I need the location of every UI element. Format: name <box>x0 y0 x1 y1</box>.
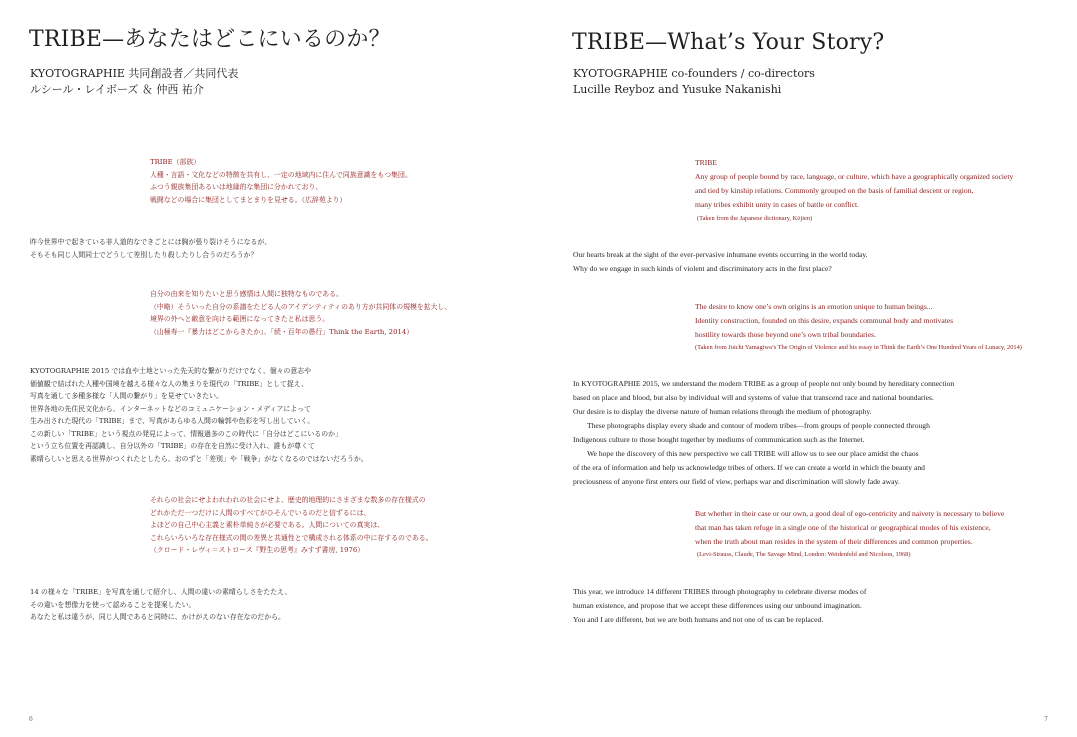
quote-block <box>695 156 1013 212</box>
quote-line: and tied by kinship relations. Commonly grouped on the basis of familial descent or region, <box>695 186 974 195</box>
body-line: Indigenous culture to those bought together by mediums of communication such as the Internet. <box>573 435 865 444</box>
quote-source: （クロード・レヴィ＝ストロース『野生の思考』みすず書房, 1976） <box>150 546 365 554</box>
quote-source <box>697 548 910 562</box>
body-line: KYOTOGRAPHIE 2015 では血や土地といった先天的な繋がりだけでなく、個々の意志や <box>30 367 312 375</box>
quote-source-line: (Taken from Juichi Yamagiwa’s The Origin of Violence and his essay in Think the Earth’s One Hundred Years of Lunacy, 2014) <box>695 344 1022 351</box>
quote-line: （中略）そういった自分の系譜をたどる人のアイデンティティのあり方が共同体の規模を拡大し、 <box>150 302 452 311</box>
quote-line: TRIBE <box>695 158 717 167</box>
quote-line: 自分の由来を知りたいと思う感情は人間に独特なものである。 <box>150 290 343 298</box>
quote-line: 境界の外へと敵意を向ける範囲になってきたと私は思う。 <box>150 315 330 323</box>
body-line: という立ち位置を再認識し、自分以外の「TRIBE」の存在を自然に受け入れ、誰もが尊くて <box>30 442 315 450</box>
body-line: of the era of information and help us acknowledge tribes of others. If we can create a world in which the beauty and <box>573 463 925 472</box>
page-number: 7 <box>1044 716 1048 723</box>
body-line: In KYOTOGRAPHIE 2015, we understand the modern TRIBE as a group of people not only bound by hereditary connection <box>573 379 955 388</box>
body-line: Why do we engage in such kinds of violent and discriminatory acts in the first place? <box>573 264 832 273</box>
body-paragraph <box>573 585 866 627</box>
quote-line: ふつう親族集団あるいは地縁的な集団に分かれており、 <box>150 183 323 191</box>
quote-block <box>695 300 953 342</box>
body-line: These photographs display every shade and contour of modern tribes—from groups of people connected through <box>587 421 930 430</box>
quote-line: よほどの自己中心主義と素朴単純さが必要である。人間についての真実は、 <box>150 521 385 529</box>
body-line: 世界各地の先住民文化から、インターネットなどのコミュニケーション・メディアによって <box>30 404 311 413</box>
page-title: TRIBE—What’s Your Story? <box>572 30 885 55</box>
body-paragraph <box>30 586 291 624</box>
quote-block <box>150 156 412 206</box>
body-line: based on place and blood, but also by individual will and systems of value that transcend race and national boundaries. <box>573 393 934 402</box>
quote-source: （山極寿一『暴力はどこからきたか』、「続・百年の愚行」Think the Earth, 2014） <box>150 327 414 336</box>
quote-line: 人種・言語・文化などの特徴を共有し、一定の地域内に住んで同族意識をもつ集団。 <box>150 170 412 179</box>
byline <box>573 66 815 98</box>
body-line: 14 の様々な「TRIBE」を写真を通して紹介し、人間の違いの素晴らしさをたたえ、 <box>30 588 292 596</box>
body-paragraph <box>573 419 930 447</box>
byline-role: KYOTOGRAPHIE co-founders / co-directors <box>573 67 815 80</box>
body-line: そもそも同じ人間同士でどうして差別したり殺したりし合うのだろうか？ <box>30 250 258 259</box>
byline-names: Lucille Reyboz and Yusuke Nakanishi <box>573 83 782 96</box>
body-line: その違いを想像力を使って認めることを提案したい。 <box>30 600 196 609</box>
quote-line: Identity construction, founded on this desire, expands communal body and motivates <box>695 316 954 325</box>
body-line: 写真を通して多種多様な「人間の繋がり」を見せていきたい。 <box>30 392 223 400</box>
quote-line: Any group of people bound by race, language, or culture, which have a geographically organized society <box>695 172 1014 181</box>
body-line: human existence, and propose that we accept these differences using our unbound imagination. <box>573 601 862 610</box>
body-line: 価値観で結ばれた人種や国境を越える様々な人の集まりを現代の「TRIBE」として捉え、 <box>30 379 308 388</box>
body-line: This year, we introduce 14 different TRIBES through photography to celebrate diverse modes of <box>573 587 867 596</box>
quote-source <box>695 341 1022 355</box>
left-page <box>0 0 538 737</box>
quote-line: The desire to know one’s own origins is an emotion unique to human beings... <box>695 302 933 311</box>
body-line: Our hearts break at the sight of the ever-pervasive inhumane events occurring in the world today. <box>573 250 868 259</box>
quote-line: それらの社会にせよわれわれの社会にせよ、歴史的地理的にさまざまな数多の存在様式の <box>150 496 426 504</box>
quote-line: when the truth about man resides in the system of their differences and common properties. <box>695 537 973 546</box>
quote-line: But whether in their case or our own, a good deal of ego-centricity and naivety is necessary to believe <box>695 509 1005 518</box>
body-line: Our desire is to display the diverse nature of human relations through the medium of photography. <box>573 407 872 416</box>
body-line: We hope the discovery of this new perspective we call TRIBE will allow us to see our place amidst the chaos <box>587 449 919 458</box>
body-paragraph <box>573 248 868 276</box>
quote-source-line: (Taken from the Japanese dictionary, Kōjien) <box>697 215 813 222</box>
body-line: 素晴らしいと思える世界がつくれたとしたら、おのずと「差別」や「戦争」がなくなるのではないだろうか。 <box>30 454 368 463</box>
byline-role: KYOTOGRAPHIE 共同創設者／共同代表 <box>30 67 239 80</box>
quote-line: どれかただ一つだけに人間のすべてがひそんでいるのだと信ずるには、 <box>150 508 371 517</box>
quote-line: that man has taken refuge in a single one of the historical or geographical modes of his existence, <box>695 523 991 532</box>
quote-block <box>150 494 433 557</box>
body-line: この新しい「TRIBE」という視点の発見によって、情報過多のこの時代に「自分はどこにいるのか」 <box>30 429 342 438</box>
byline-names: ルシール・レイボーズ ＆ 仲西 祐介 <box>30 83 204 96</box>
body-line: You and I are different, but we are both humans and not one of us can be replaced. <box>573 615 824 624</box>
byline <box>30 66 238 98</box>
quote-line: many tribes exhibit unity in cases of battle or conflict. <box>695 200 860 209</box>
quote-source <box>697 212 812 226</box>
body-line: preciousness of anyone first enters our field of view, perhaps war and discrimination will slowly fade away. <box>573 477 900 486</box>
quote-block <box>150 288 451 338</box>
quote-line: hostility towards those beyond one’s own tribal boundaries. <box>695 330 876 339</box>
body-line: 生み出された現代の「TRIBE」まで、写真があらゆる人間の輪郭や色彩を写し出していく。 <box>30 417 315 425</box>
body-line: 昨今世界中で起きている非人道的なできごとには胸が張り裂けそうになるが、 <box>30 238 272 246</box>
quote-line: TRIBE（部族） <box>150 158 201 166</box>
body-paragraph <box>573 447 925 489</box>
quote-source-line: (Levi-Strauss, Claude, The Savage Mind, London: Weidenfeld and Nicolson, 1968) <box>697 551 911 558</box>
right-page <box>538 0 1077 737</box>
body-paragraph <box>30 236 271 261</box>
body-paragraph <box>30 365 368 465</box>
body-line: あなたと私は違うが、同じ人間であると同時に、かけがえのない存在なのだから。 <box>30 613 285 621</box>
quote-block <box>695 507 1004 549</box>
quote-line: これらいろいろな存在様式の間の差異と共通性とで構成される体系の中に存するのである。 <box>150 533 433 542</box>
body-paragraph <box>573 377 954 419</box>
quote-line: 戦闘などの場合に集団としてまとまりを見せる。（広辞苑より） <box>150 195 347 204</box>
page-title: TRIBE—あなたはどこにいるのか？ <box>29 27 391 52</box>
page-number: 6 <box>29 716 33 723</box>
